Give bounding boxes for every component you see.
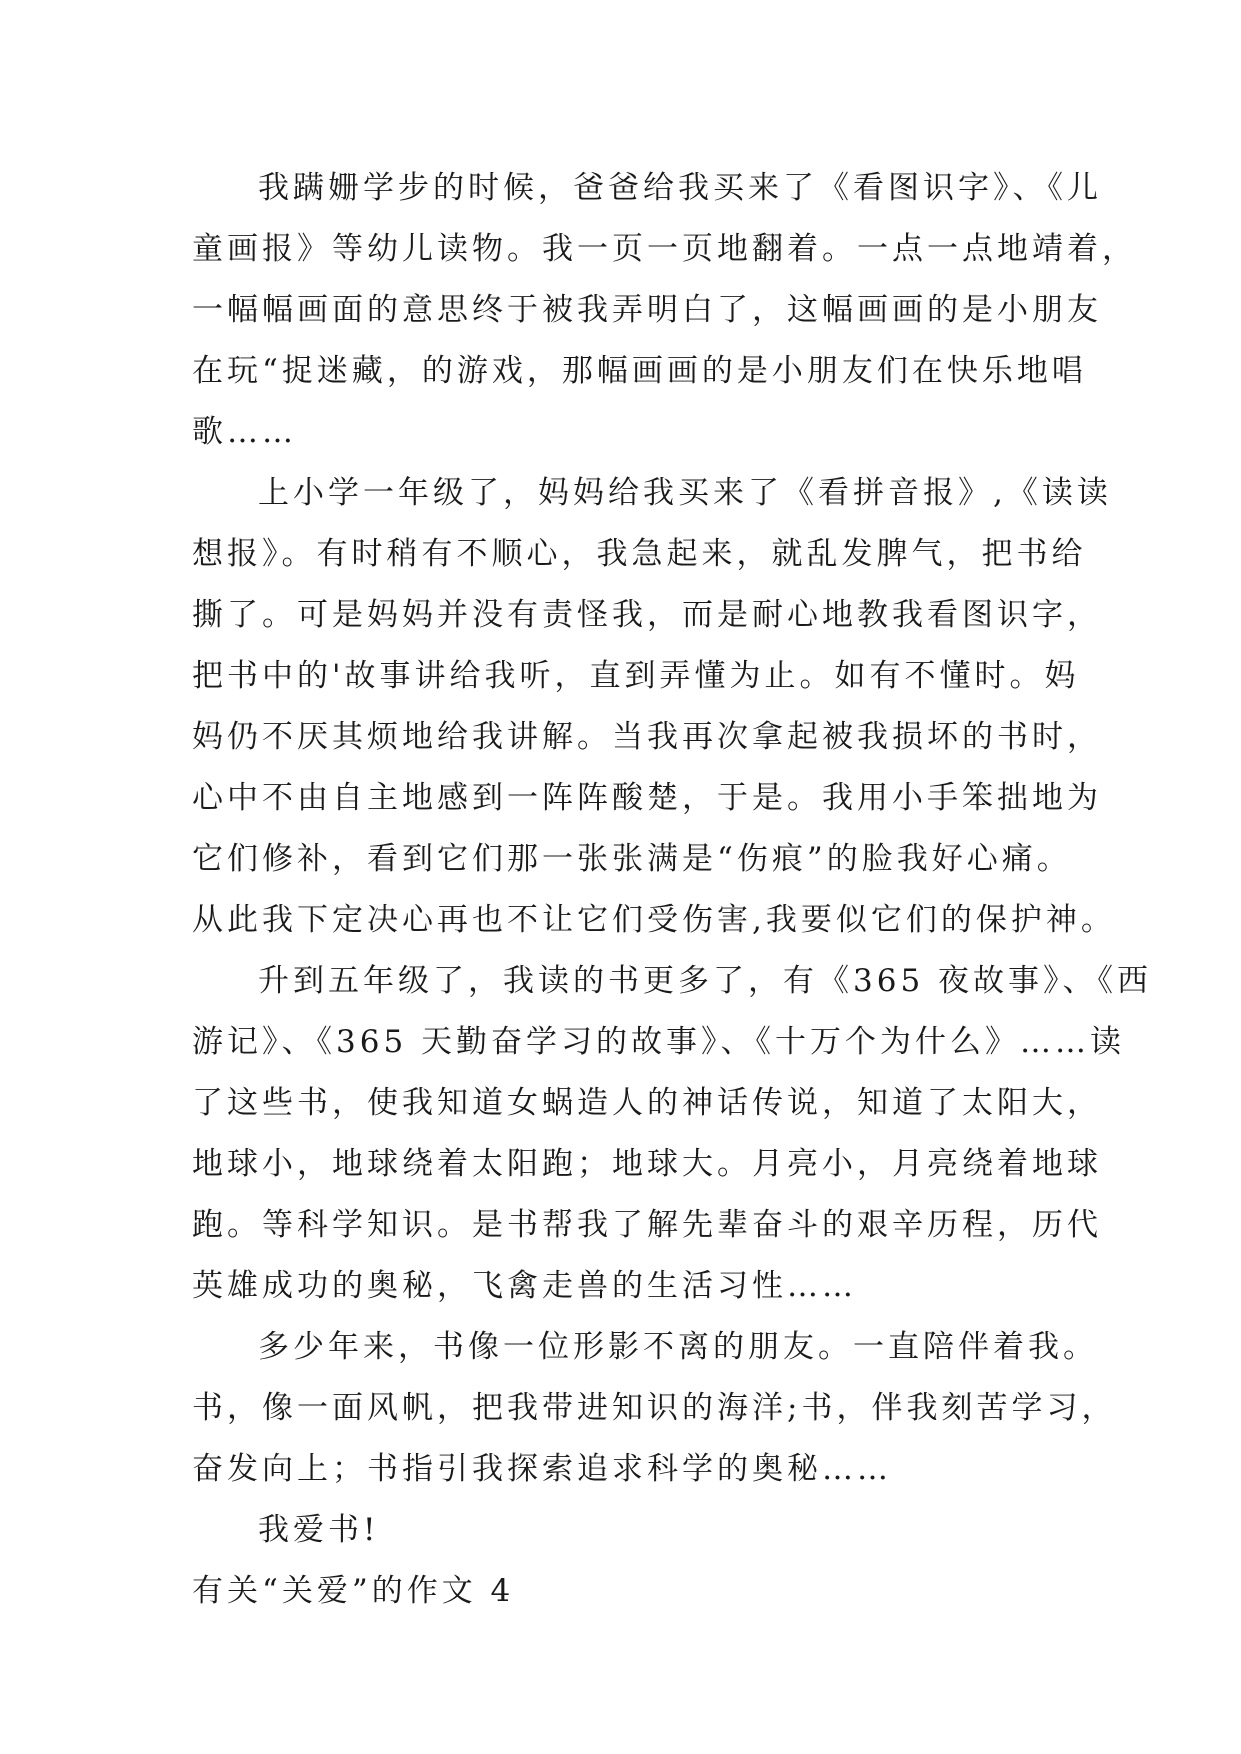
document-body: [192, 158, 1153, 1622]
paragraph-line: 把书中的'故事讲给我听，直到弄懂为止。如有不懂时。妈: [192, 658, 1080, 694]
paragraph-line: 它们修补，看到它们那一张张满是“伤痕”的脸我好心痛。: [192, 841, 1072, 877]
paragraph-line: 奋发向上；书指引我探索追求科学的奥秘……: [192, 1451, 892, 1487]
paragraph-line: 心中不由自主地感到一阵阵酸楚，于是。我用小手笨拙地为: [192, 780, 1102, 816]
paragraph-line: 上小学一年级了，妈妈给我买来了《看拼音报》,《读读: [258, 475, 1112, 511]
paragraph-line: 英雄成功的奥秘，飞禽走兽的生活习性……: [192, 1268, 857, 1304]
paragraph-line: 跑。等科学知识。是书帮我了解先辈奋斗的艰辛历程，历代: [192, 1207, 1102, 1243]
paragraph-line: 妈仍不厌其烦地给我讲解。当我再次拿起被我损坏的书时，: [192, 719, 1102, 755]
paragraph-line: 歌……: [192, 414, 297, 450]
paragraph-line: 我爱书!: [258, 1512, 380, 1548]
paragraph-line: 一幅幅画面的意思终于被我弄明白了，这幅画画的是小朋友: [192, 292, 1102, 328]
paragraph-line: 从此我下定决心再也不让它们受伤害,我要似它们的保护神。: [192, 902, 1116, 938]
paragraph-line: 地球小，地球绕着太阳跑；地球大。月亮小，月亮绕着地球: [192, 1146, 1102, 1182]
paragraph-5: [192, 1500, 1052, 1561]
paragraph-1: [192, 158, 1137, 463]
paragraph-2: [192, 463, 1116, 951]
paragraph-line: 童画报》等幼儿读物。我一页一页地翻着。一点一点地靖着，: [192, 231, 1137, 267]
paragraph-line: 撕了。可是妈妈并没有责怪我，而是耐心地教我看图识字，: [192, 597, 1102, 633]
paragraph-3: [192, 951, 1153, 1317]
paragraph-line: 了这些书，使我知道女蜗造人的神话传说，知道了太阳大，: [192, 1085, 1102, 1121]
paragraph-line: 升到五年级了，我读的书更多了，有《365 夜故事》、《西: [258, 963, 1153, 999]
paragraph-line: 我蹒姗学步的时候，爸爸给我买来了《看图识字》、《儿: [258, 170, 1102, 206]
paragraph-line: 多少年来，书像一位形影不离的朋友。一直陪伴着我。: [258, 1329, 1098, 1365]
paragraph-4: [192, 1317, 1117, 1500]
paragraph-line: 游记》、《365 天勤奋学习的故事》、《十万个为什么》……读: [192, 1024, 1126, 1060]
paragraph-line: 想报》。有时稍有不顺心，我急起来，就乱发脾气，把书给: [192, 536, 1087, 572]
section-heading: 有关“关爱”的作文 4: [192, 1573, 515, 1609]
paragraph-line: 书，像一面风帆，把我带进知识的海洋;书，伴我刻苦学习，: [192, 1390, 1117, 1426]
paragraph-line: 在玩“捉迷藏，的游戏，那幅画画的是小朋友们在快乐地唱: [192, 353, 1087, 389]
